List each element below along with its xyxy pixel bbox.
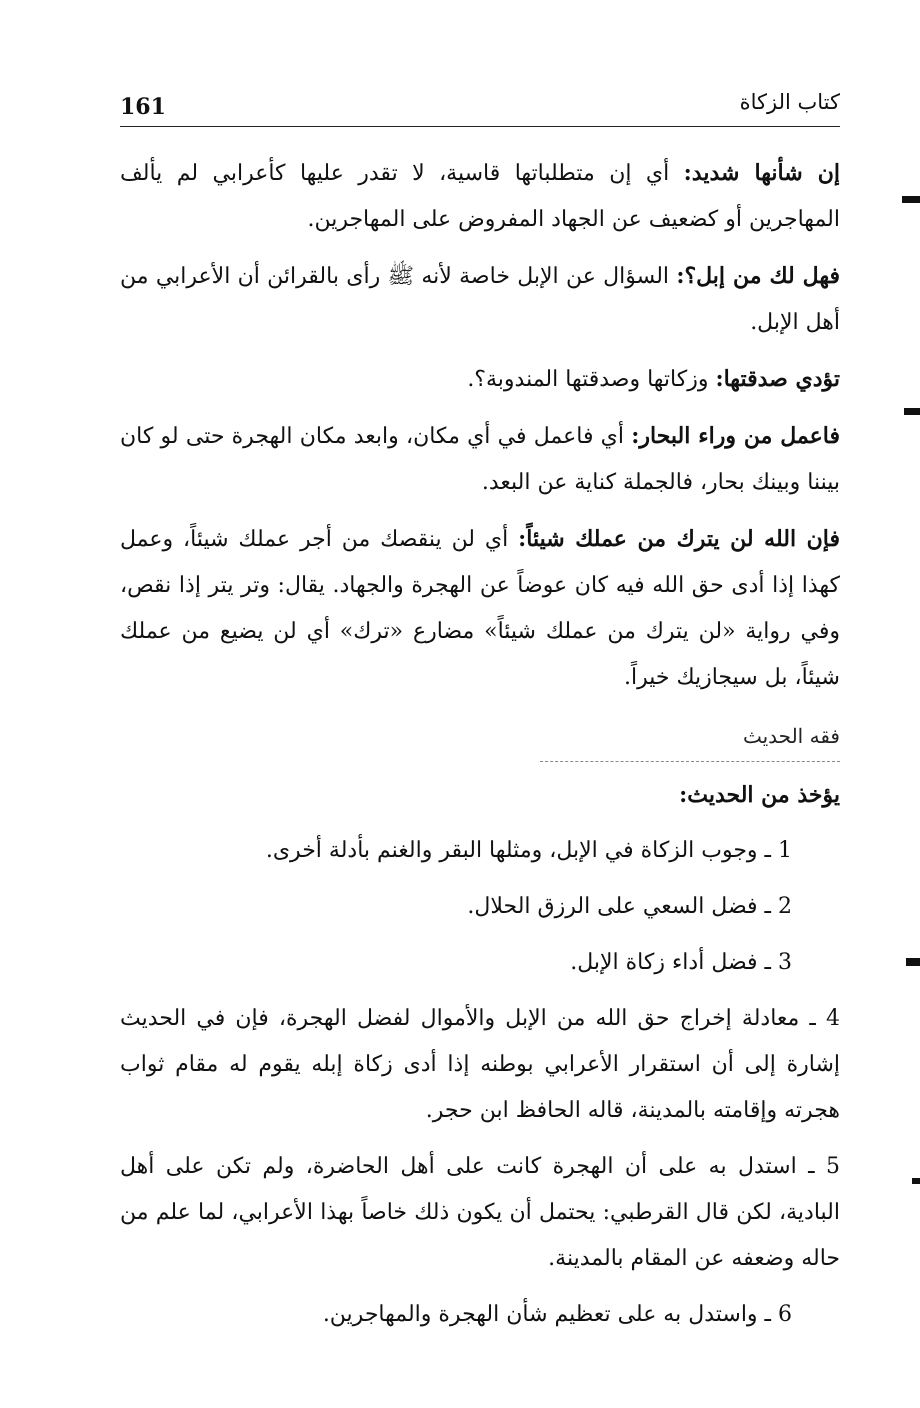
scan-edge-mark bbox=[906, 958, 920, 966]
book-title: كتاب الزكاة bbox=[739, 90, 840, 114]
gloss-paragraph bbox=[120, 253, 840, 346]
scan-edge-mark bbox=[904, 408, 920, 415]
section-label: فقه الحديث bbox=[540, 713, 840, 762]
page-body bbox=[120, 150, 840, 1348]
scan-edge-mark bbox=[902, 196, 920, 203]
page-number: 161 bbox=[120, 94, 166, 120]
running-header bbox=[120, 90, 840, 127]
gloss-term: تؤدي صدقتها: bbox=[715, 366, 840, 392]
gloss-paragraph bbox=[120, 150, 840, 243]
list-item: 6 ـ واستدل به على تعظيم شأن الهجرة والمهاجرين. bbox=[322, 1302, 792, 1327]
gloss-text: أي إن متطلباتها قاسية، لا تقدر عليها كأعرابي لم يألف المهاجرين أو كضعيف عن الجهاد المفروض على المهاجرين. bbox=[120, 161, 840, 232]
gloss-paragraph bbox=[120, 516, 840, 701]
list-item: 5 ـ استدل به على أن الهجرة كانت على أهل الحاضرة، ولم تكن على أهل البادية، لكن قال القرطبي: يحتمل أن يكون ذلك خاصاً بهذا الأعرابي، لما علم من حاله وضعفه عن المقام بالمدينة. bbox=[120, 1154, 840, 1271]
gloss-term: فهل لك من إبل؟: bbox=[676, 263, 840, 289]
gloss-paragraph bbox=[120, 356, 840, 403]
gloss-term: إن شأنها شديد: bbox=[683, 160, 840, 186]
gloss-text: وزكاتها وصدقتها المندوبة؟. bbox=[467, 367, 709, 392]
list-item: 1 ـ وجوب الزكاة في الإبل، ومثلها البقر والغنم بأدلة أخرى. bbox=[265, 838, 792, 863]
gloss-text: أي فاعمل في أي مكان، وابعد مكان الهجرة حتى لو كان بيننا وبينك بحار، فالجملة كناية عن البعد. bbox=[120, 424, 840, 495]
section-heading: يؤخذ من الحديث: bbox=[679, 782, 840, 808]
gloss-text: أي لن ينقصك من أجر عملك شيئاً، وعمل كهذا إذا أدى حق الله فيه كان عوضاً عن الهجرة والجهاد. يقال: وتر يتر إذا نقص، وفي رواية «لن يترك من عملك شيئاً» مضارع «ترك» أي لن يضيع من عملك شيئاً، بل سيجازيك خيراً. bbox=[120, 527, 840, 690]
scan-edge-mark bbox=[912, 1178, 920, 1184]
gloss-term: فاعمل من وراء البحار: bbox=[631, 423, 840, 449]
list-item: 3 ـ فضل أداء زكاة الإبل. bbox=[570, 950, 792, 975]
list-item: 4 ـ معادلة إخراج حق الله من الإبل والأموال لفضل الهجرة، فإن في الحديث إشارة إلى أن استقرار الأعرابي بوطنه إذا أدى زكاة إبله يقوم له مقام ثواب هجرته وإقامته بالمدينة، قاله الحافظ ابن حجر. bbox=[120, 1006, 840, 1123]
gloss-term: فإن الله لن يترك من عملك شيئاً: bbox=[518, 526, 840, 552]
gloss-text: السؤال عن الإبل خاصة لأنه ﷺ رأى بالقرائن أن الأعرابي من أهل الإبل. bbox=[120, 264, 840, 335]
gloss-paragraph bbox=[120, 413, 840, 506]
list-item: 2 ـ فضل السعي على الرزق الحلال. bbox=[467, 894, 792, 919]
